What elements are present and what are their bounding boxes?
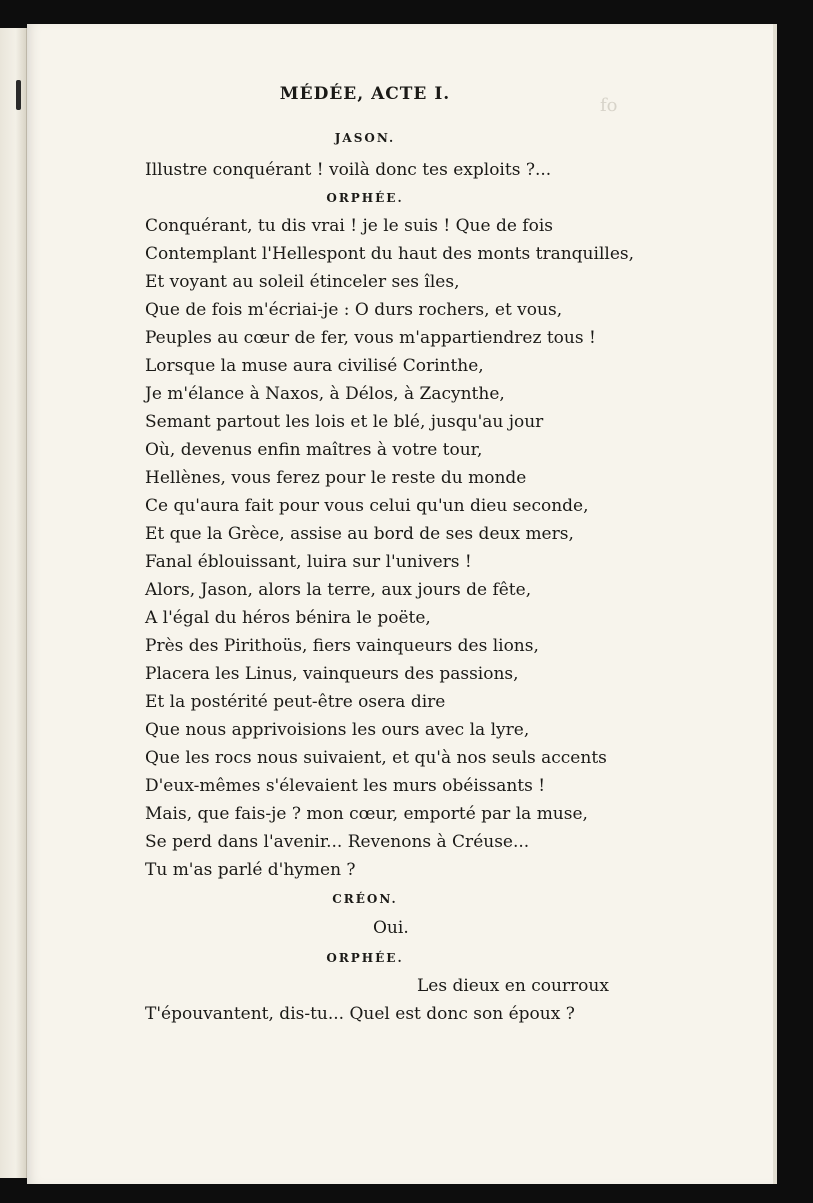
- verse-line: Que nous apprivoisions les ours avec la lyre,: [145, 720, 530, 740]
- verse-line: Où, devenus enfin maîtres à votre tour,: [145, 440, 483, 460]
- verse-line: Que les rocs nous suivaient, et qu'à nos seuls accents: [145, 748, 607, 768]
- speaker-name: ORPHÉE.: [326, 191, 404, 205]
- running-head: MÉDÉE, ACTE I.: [279, 84, 451, 104]
- verse-line: D'eux-mêmes s'élevaient les murs obéissants !: [145, 776, 546, 796]
- verse-line: Ce qu'aura fait pour vous celui qu'un dieu seconde,: [145, 496, 589, 516]
- page-edge-right: [773, 24, 777, 1184]
- verse-line: Et que la Grèce, assise au bord de ses deux mers,: [145, 524, 574, 544]
- speaker-name: CRÉON.: [332, 892, 398, 906]
- verse-line: Illustre conquérant ! voilà donc tes exploits ?...: [145, 160, 552, 180]
- verse-line: Semant partout les lois et le blé, jusqu'au jour: [145, 412, 544, 432]
- verse-line: Alors, Jason, alors la terre, aux jours de fête,: [145, 580, 532, 600]
- verse-line: Fanal éblouissant, luira sur l'univers !: [145, 552, 472, 572]
- verse-line: Tu m'as parlé d'hymen ?: [145, 860, 356, 880]
- verse-line: Je m'élance à Naxos, à Délos, à Zacynthe,: [145, 384, 505, 404]
- verse-line: Lorsque la muse aura civilisé Corinthe,: [145, 356, 484, 376]
- verse-line: Près des Pirithoüs, fiers vainqueurs des lions,: [145, 636, 539, 656]
- facing-page-edge: [0, 28, 27, 1178]
- verse-line: Contemplant l'Hellespont du haut des monts tranquilles,: [145, 244, 635, 264]
- speaker-name: JASON.: [334, 131, 396, 145]
- verse-line: Hellènes, vous ferez pour le reste du monde: [145, 468, 527, 488]
- verse-line: T'épouvantent, dis-tu... Quel est donc son époux ?: [145, 1004, 575, 1024]
- verse-line: A l'égal du héros bénira le poëte,: [145, 608, 431, 628]
- verse-line: Se perd dans l'avenir... Revenons à Créuse...: [145, 832, 530, 852]
- verse-line: Que de fois m'écriai-je : O durs rochers, et vous,: [145, 300, 563, 320]
- verse-line: Et voyant au soleil étinceler ses îles,: [145, 272, 460, 292]
- verse-line: Oui.: [373, 918, 409, 938]
- verse-line: Placera les Linus, vainqueurs des passions,: [145, 664, 519, 684]
- verse-line: Les dieux en courroux: [417, 976, 609, 996]
- verse-line: Peuples au cœur de fer, vous m'appartiendrez tous !: [145, 328, 596, 348]
- verse-line: Conquérant, tu dis vrai ! je le suis ! Que de fois: [145, 216, 553, 236]
- verse-line: Mais, que fais-je ? mon cœur, emporté par la muse,: [145, 804, 588, 824]
- binding-mark: [16, 80, 21, 110]
- speaker-name: ORPHÉE.: [326, 951, 404, 965]
- verse-line: Et la postérité peut-être osera dire: [145, 692, 446, 712]
- bleed-through-text: fo: [600, 95, 618, 116]
